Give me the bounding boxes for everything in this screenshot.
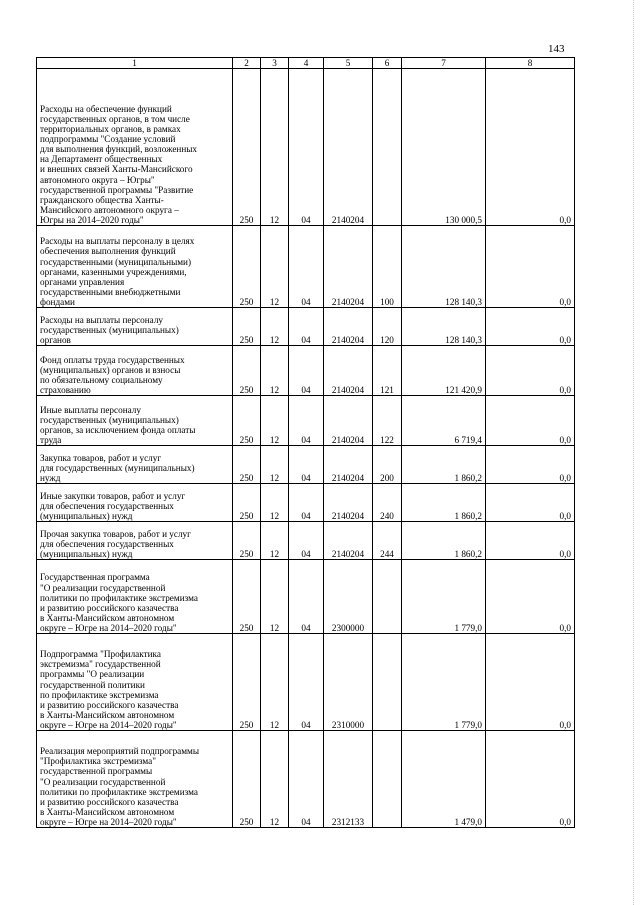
cell-col-3: 12 [261,226,289,308]
cell-col-4: 04 [289,446,324,484]
cell-col-6: 200 [373,446,402,484]
table-row [37,308,575,346]
cell-col-8: 0,0 [486,560,575,634]
cell-col-6 [373,634,402,731]
cell-col-6: 121 [373,346,402,396]
table-row [37,560,575,634]
cell-col-3: 12 [261,446,289,484]
row-description: Государственная программа "О реализации государственной политики по профилактике экстремизма и развитию российского казачества в Ханты-Мансийском автономном округе – Югре на 2014–2020 годы" [37,560,233,634]
cell-col-4: 04 [289,560,324,634]
cell-col-3: 12 [261,731,289,828]
cell-col-5: 2140204 [324,396,373,446]
cell-col-4: 04 [289,522,324,560]
cell-col-8: 0,0 [486,346,575,396]
table-row [37,731,575,828]
cell-col-2: 250 [233,522,261,560]
cell-col-3: 12 [261,634,289,731]
row-description: Подпрограмма "Профилактика экстремизма" государственной программы "О реализации государственной политики по профилактике экстремизма и развитию российского казачества в Ханты-Мансийском автономном округе – Югре на 2014–2020 годы" [37,634,233,731]
cell-col-2: 250 [233,226,261,308]
cell-col-5: 2140204 [324,308,373,346]
cell-col-8: 0,0 [486,446,575,484]
cell-col-3: 12 [261,396,289,446]
cell-col-6: 244 [373,522,402,560]
cell-col-7: 1 860,2 [402,484,486,522]
cell-col-5: 2312133 [324,731,373,828]
row-description: Расходы на выплаты персоналу в целях обеспечения выполнения функций государственными (муниципальными) органами, казенными учреждениями, органами управления государственными внебюджетными фондами [37,226,233,308]
cell-col-7: 121 420,9 [402,346,486,396]
cell-col-8: 0,0 [486,396,575,446]
row-description: Прочая закупка товаров, работ и услуг для обеспечения государственных (муниципальных) нужд [37,522,233,560]
table-row [37,396,575,446]
page-edge-line [632,0,634,905]
cell-col-8: 0,0 [486,69,575,226]
cell-col-3: 12 [261,522,289,560]
cell-col-3: 12 [261,560,289,634]
cell-col-2: 250 [233,446,261,484]
cell-col-8: 0,0 [486,308,575,346]
cell-col-4: 04 [289,346,324,396]
row-description: Фонд оплаты труда государственных (муниципальных) органов и взносы по обязательному социальному страхованию [37,346,233,396]
cell-col-2: 250 [233,634,261,731]
cell-col-8: 0,0 [486,522,575,560]
cell-col-7: 1 860,2 [402,522,486,560]
column-header-7: 7 [402,58,486,69]
column-header-1: 1 [37,58,233,69]
page-number: 143 [548,43,565,55]
cell-col-3: 12 [261,346,289,396]
column-header-8: 8 [486,58,575,69]
cell-col-8: 0,0 [486,731,575,828]
table-row [37,346,575,396]
cell-col-2: 250 [233,484,261,522]
table-row [37,446,575,484]
column-header-3: 3 [261,58,289,69]
cell-col-5: 2140204 [324,69,373,226]
table-row [37,484,575,522]
cell-col-5: 2140204 [324,226,373,308]
cell-col-4: 04 [289,484,324,522]
row-description: Расходы на обеспечение функций государственных органов, в том числе территориальных органов, в рамках подпрограммы "Создание условий для выполнения функций, возложенных на Департамент общественных и внешних связей Ханты-Мансийского автономного округа – Югры" государственной программы "Развитие гражданского общества Ханты- Мансийского автономного округа – Югры на 2014–2020 годы" [37,69,233,226]
header-row [37,58,575,69]
cell-col-6: 120 [373,308,402,346]
cell-col-7: 1 479,0 [402,731,486,828]
column-header-2: 2 [233,58,261,69]
cell-col-6 [373,731,402,828]
cell-col-2: 250 [233,396,261,446]
cell-col-2: 250 [233,731,261,828]
cell-col-3: 12 [261,308,289,346]
cell-col-2: 250 [233,308,261,346]
cell-col-6: 122 [373,396,402,446]
cell-col-8: 0,0 [486,226,575,308]
row-description: Реализация мероприятий подпрограммы "Профилактика экстремизма" государственной программы "О реализации государственной политики по профилактике экстремизма и развитию российского казачества в Ханты-Мансийском автономном округе – Югре на 2014–2020 годы" [37,731,233,828]
column-header-5: 5 [324,58,373,69]
cell-col-4: 04 [289,396,324,446]
cell-col-5: 2310000 [324,634,373,731]
table-row [37,522,575,560]
cell-col-4: 04 [289,308,324,346]
budget-table [36,57,575,828]
cell-col-7: 1 779,0 [402,634,486,731]
cell-col-7: 1 860,2 [402,446,486,484]
cell-col-7: 128 140,3 [402,226,486,308]
cell-col-8: 0,0 [486,484,575,522]
cell-col-5: 2140204 [324,446,373,484]
cell-col-4: 04 [289,69,324,226]
cell-col-3: 12 [261,69,289,226]
cell-col-2: 250 [233,560,261,634]
column-header-6: 6 [373,58,402,69]
column-header-4: 4 [289,58,324,69]
cell-col-5: 2140204 [324,522,373,560]
row-description: Иные закупки товаров, работ и услуг для обеспечения государственных (муниципальных) нужд [37,484,233,522]
table-row [37,634,575,731]
table-row [37,69,575,226]
row-description: Закупка товаров, работ и услуг для государственных (муниципальных) нужд [37,446,233,484]
cell-col-6 [373,560,402,634]
cell-col-8: 0,0 [486,634,575,731]
cell-col-7: 128 140,3 [402,308,486,346]
cell-col-7: 6 719,4 [402,396,486,446]
cell-col-2: 250 [233,346,261,396]
table-body [37,69,575,828]
cell-col-5: 2300000 [324,560,373,634]
cell-col-6: 240 [373,484,402,522]
cell-col-2: 250 [233,69,261,226]
row-description: Иные выплаты персоналу государственных (муниципальных) органов, за исключением фонда оплаты труда [37,396,233,446]
cell-col-7: 1 779,0 [402,560,486,634]
row-description: Расходы на выплаты персоналу государственных (муниципальных) органов [37,308,233,346]
cell-col-5: 2140204 [324,346,373,396]
cell-col-5: 2140204 [324,484,373,522]
cell-col-4: 04 [289,634,324,731]
cell-col-3: 12 [261,484,289,522]
cell-col-6 [373,69,402,226]
cell-col-4: 04 [289,226,324,308]
cell-col-7: 130 000,5 [402,69,486,226]
table-row [37,226,575,308]
cell-col-4: 04 [289,731,324,828]
cell-col-6: 100 [373,226,402,308]
